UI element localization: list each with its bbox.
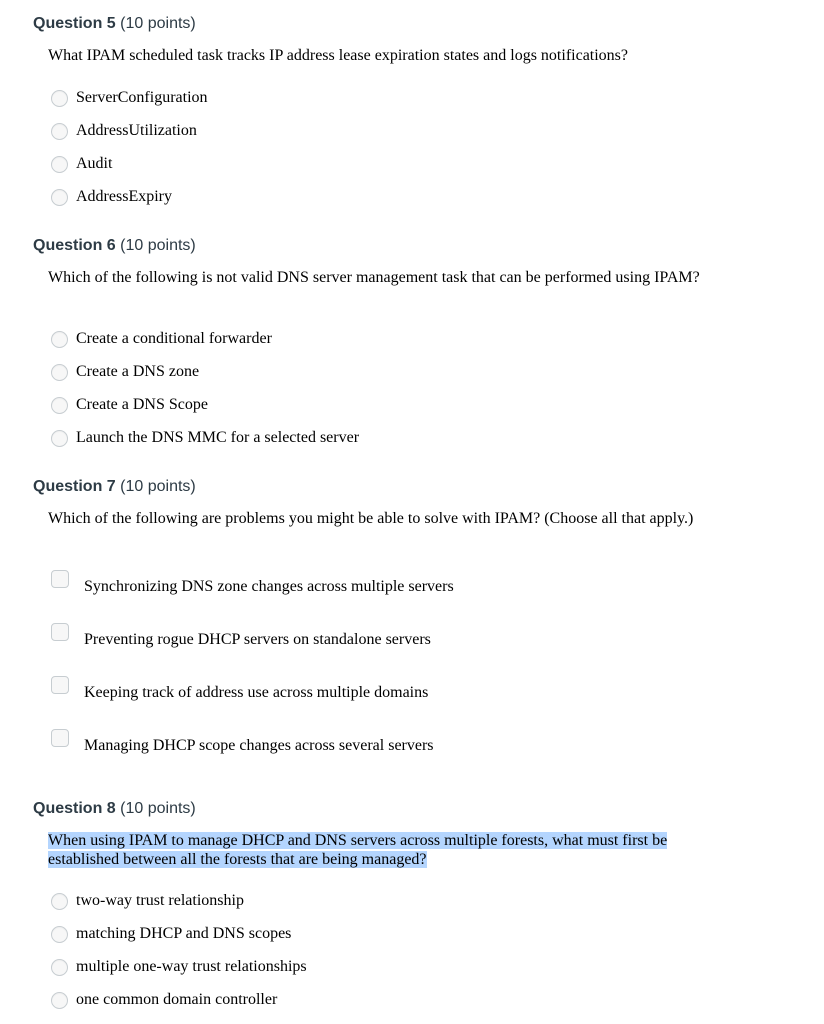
radio-button[interactable] xyxy=(51,926,68,943)
question-text: Which of the following are problems you might be able to solve with IPAM? (Choose all that apply.) xyxy=(48,510,694,527)
question-header xyxy=(33,236,196,256)
answer-option[interactable] xyxy=(51,890,244,912)
answer-label: matching DHCP and DNS scopes xyxy=(76,925,292,942)
answer-option[interactable] xyxy=(51,394,208,416)
question-text xyxy=(48,831,728,869)
radio-button[interactable] xyxy=(51,156,68,173)
answer-label: Create a conditional forwarder xyxy=(76,330,272,347)
radio-button[interactable] xyxy=(51,992,68,1009)
answer-label: Managing DHCP scope changes across several servers xyxy=(84,737,434,754)
radio-button[interactable] xyxy=(51,189,68,206)
radio-button[interactable] xyxy=(51,959,68,976)
question-points: (10 points) xyxy=(120,15,196,32)
answer-option[interactable] xyxy=(51,956,307,978)
answer-option[interactable] xyxy=(51,923,291,945)
answer-option[interactable] xyxy=(51,570,454,604)
answer-label: ServerConfiguration xyxy=(76,89,208,106)
question-points: (10 points) xyxy=(120,237,196,254)
answer-option[interactable] xyxy=(51,328,272,350)
answer-option[interactable] xyxy=(51,427,359,449)
answer-label: Create a DNS zone xyxy=(76,363,200,380)
highlighted-selection: When using IPAM to manage DHCP and DNS servers across multiple forests, what must first be established between all the forests that are being managed? xyxy=(48,832,668,868)
answer-label: AddressExpiry xyxy=(76,188,172,205)
answer-label: two-way trust relationship xyxy=(76,892,244,909)
question-header xyxy=(33,799,196,819)
answer-label: Preventing rogue DHCP servers on standalone servers xyxy=(84,631,431,648)
answer-option[interactable] xyxy=(51,87,208,109)
question-points: (10 points) xyxy=(120,478,196,495)
answer-label: Keeping track of address use across multiple domains xyxy=(84,684,429,701)
radio-button[interactable] xyxy=(51,430,68,447)
checkbox[interactable] xyxy=(51,676,69,694)
answer-option[interactable] xyxy=(51,120,197,142)
question-text: Which of the following is not valid DNS server management task that can be performed using IPAM? xyxy=(48,269,700,286)
answer-option[interactable] xyxy=(51,186,172,208)
question-label: Question 5 xyxy=(33,15,116,32)
question-points: (10 points) xyxy=(120,800,196,817)
answer-label: multiple one-way trust relationships xyxy=(76,958,307,975)
radio-button[interactable] xyxy=(51,331,68,348)
radio-button[interactable] xyxy=(51,123,68,140)
question-text: What IPAM scheduled task tracks IP address lease expiration states and logs notifications? xyxy=(48,47,629,64)
answer-option[interactable] xyxy=(51,729,434,763)
question-header xyxy=(33,477,196,497)
answer-label: one common domain controller xyxy=(76,991,278,1008)
answer-label: Create a DNS Scope xyxy=(76,396,208,413)
checkbox[interactable] xyxy=(51,623,69,641)
radio-button[interactable] xyxy=(51,364,68,381)
radio-button[interactable] xyxy=(51,397,68,414)
question-label: Question 8 xyxy=(33,800,116,817)
question-label: Question 6 xyxy=(33,237,116,254)
answer-option[interactable] xyxy=(51,676,428,710)
answer-option[interactable] xyxy=(51,153,112,175)
answer-label: AddressUtilization xyxy=(76,122,197,139)
radio-button[interactable] xyxy=(51,893,68,910)
checkbox[interactable] xyxy=(51,570,69,588)
answer-label: Synchronizing DNS zone changes across multiple servers xyxy=(84,578,454,595)
answer-option[interactable] xyxy=(51,989,277,1011)
radio-button[interactable] xyxy=(51,90,68,107)
question-header xyxy=(33,14,196,34)
checkbox[interactable] xyxy=(51,729,69,747)
answer-option[interactable] xyxy=(51,361,199,383)
answer-option[interactable] xyxy=(51,623,431,657)
answer-label: Launch the DNS MMC for a selected server xyxy=(76,429,360,446)
question-label: Question 7 xyxy=(33,478,116,495)
answer-label: Audit xyxy=(76,155,113,172)
